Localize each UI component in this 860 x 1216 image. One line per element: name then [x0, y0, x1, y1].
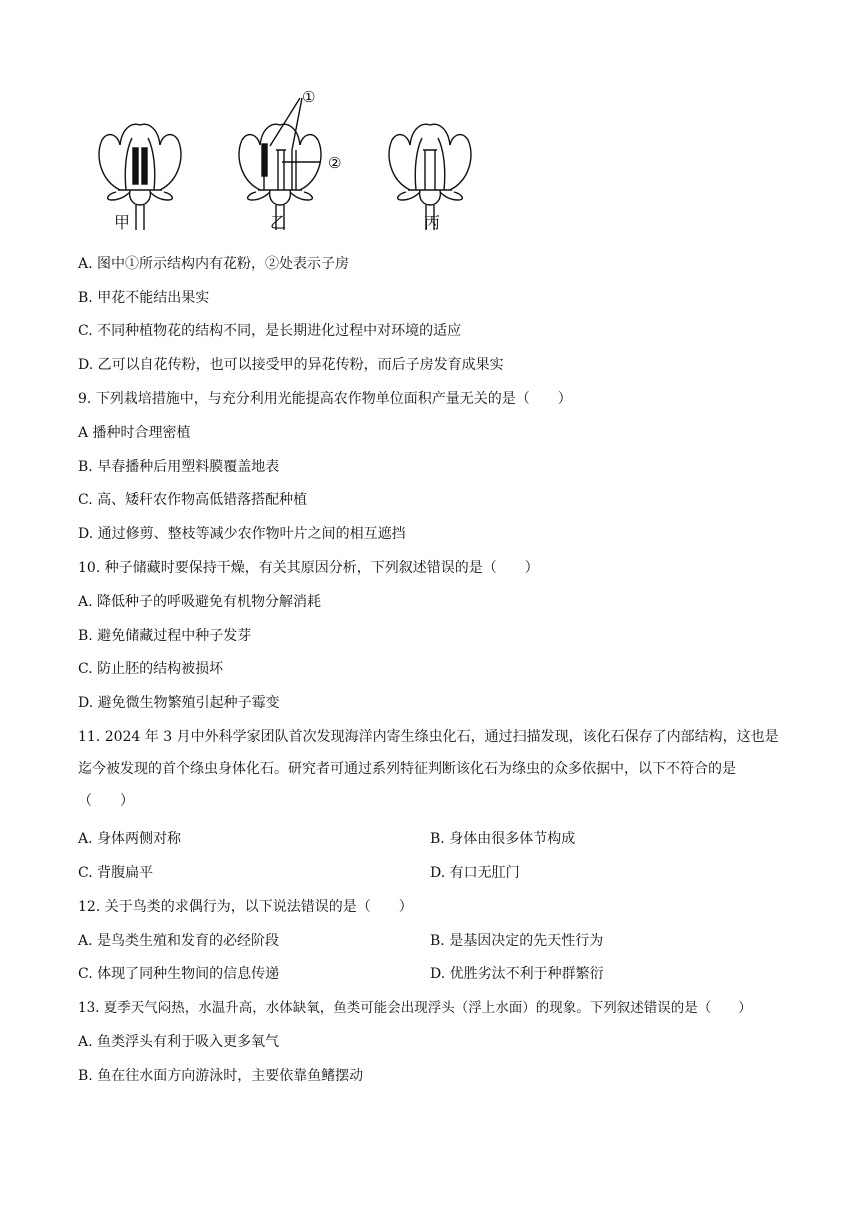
callout-1: ①: [302, 88, 316, 106]
q9-option-a: A 播种时合理密植: [78, 425, 191, 441]
q10-option-a: A. 降低种子的呼吸避免有机物分解消耗: [78, 594, 322, 610]
q10-option-c: C. 防止胚的结构被损坏: [78, 661, 224, 677]
figure-label-yi: 乙: [270, 213, 287, 232]
q12-option-b: B. 是基因决定的先天性行为: [430, 933, 604, 949]
q12-option-a: A. 是鸟类生殖和发育的必经阶段: [78, 933, 280, 949]
q13-stem: 13. 夏季天气闷热，水温升高，水体缺氧，鱼类可能会出现浮头（浮上水面）的现象。下列叙述错误的是（ ）: [78, 1000, 752, 1016]
q12-option-d: D. 优胜劣汰不利于种群繁衍: [430, 966, 604, 982]
q13-option-a: A. 鱼类浮头有利于吸入更多氧气: [78, 1034, 280, 1050]
q10-option-d: D. 避免微生物繁殖引起种子霉变: [78, 695, 280, 711]
q12-option-c: C. 体现了同种生物间的信息传递: [78, 966, 280, 982]
q11-stem: 11. 2024 年 3 月中外科学家团队首次发现海洋内寄生绦虫化石，通过扫描发现，该化石保存了内部结构，这也是迄今被发现的首个绦虫身体化石。研究者可通过系列特征判断该化石为绦虫的众多依据中，以下不符合的是（ ）: [78, 729, 779, 809]
q9-option-d: D. 通过修剪、整枝等减少农作物叶片之间的相互遮挡: [78, 526, 406, 542]
figure-label-jia: 甲: [114, 213, 131, 232]
q8-option-d: D. 乙可以自花传粉，也可以接受甲的异花传粉，而后子房发育成果实: [78, 357, 504, 373]
q11-option-d: D. 有口无肛门: [430, 865, 520, 881]
q9-option-b: B. 早春播种后用塑料膜覆盖地表: [78, 459, 280, 475]
q9-option-c: C. 高、矮秆农作物高低错落搭配种植: [78, 492, 308, 508]
q8-option-b: B. 甲花不能结出果实: [78, 290, 210, 306]
callout-2: ②: [328, 154, 342, 172]
q13-option-b: B. 鱼在往水面方向游泳时，主要依靠鱼鳍摆动: [78, 1068, 364, 1084]
q12-stem: 12. 关于鸟类的求偶行为，以下说法错误的是（ ）: [78, 899, 413, 915]
q11-option-c: C. 背腹扁平: [78, 865, 154, 881]
flower-jia: [99, 124, 181, 230]
q8-option-c: C. 不同种植物花的结构不同，是长期进化过程中对环境的适应: [78, 323, 462, 339]
q10-option-b: B. 避免储藏过程中种子发芽: [78, 628, 252, 644]
q11-option-a: A. 身体两侧对称: [78, 831, 182, 847]
q8-option-a: A. 图中①所示结构内有花粉，②处表示子房: [78, 256, 350, 272]
figure-label-bing: 丙: [424, 213, 441, 232]
q11-option-b: B. 身体由很多体节构成: [430, 831, 576, 847]
q10-stem: 10. 种子储藏时要保持干燥，有关其原因分析，下列叙述错误的是（ ）: [78, 560, 539, 576]
q9-stem: 9. 下列栽培措施中，与充分利用光能提高农作物单位面积产量无关的是（ ）: [78, 391, 572, 407]
